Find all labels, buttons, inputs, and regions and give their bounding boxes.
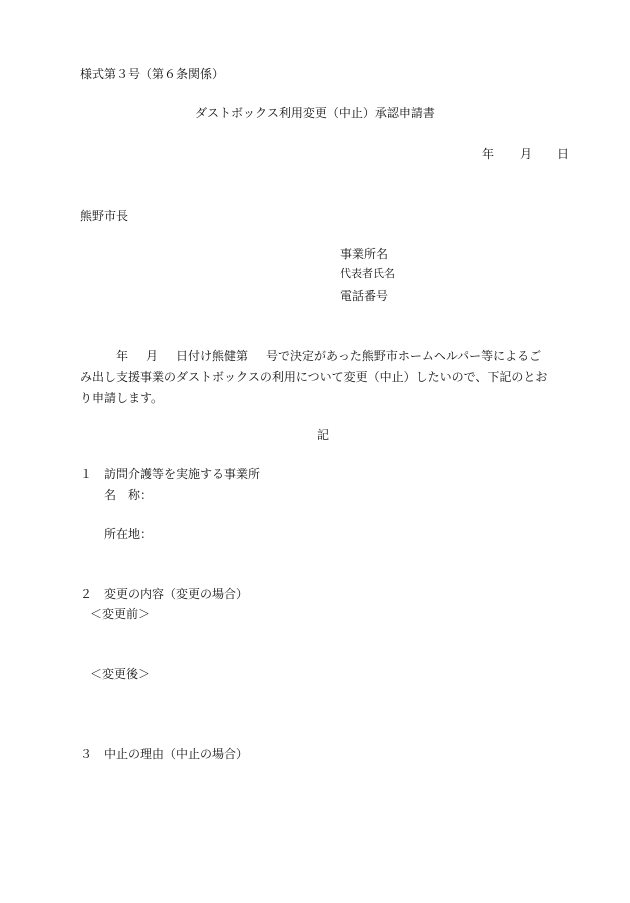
section2-before-label: ＜変更前＞ bbox=[90, 607, 151, 621]
section2-after-label: ＜変更後＞ bbox=[90, 667, 151, 681]
section3-heading: 中止の理由（中止の場合） bbox=[104, 747, 249, 761]
document-title: ダストボックス利用変更（中止）承認申請書 bbox=[195, 106, 435, 120]
ki-heading: 記 bbox=[317, 428, 330, 442]
body-text-c: ごみ出し支援事業のダストボックスの利用について変更（中止）したいので、下記のとおり申請します。 bbox=[80, 349, 548, 405]
office-name-label: 事業所名 bbox=[340, 247, 389, 261]
date-day: 日 bbox=[557, 147, 570, 161]
section1-address-label: 所在地： bbox=[104, 527, 153, 541]
date-month: 月 bbox=[520, 147, 533, 161]
body-paragraph bbox=[80, 346, 550, 409]
addressee: 熊野市長 bbox=[80, 209, 129, 223]
body-text-b: 号で決定があった熊野市ホームヘルパー等による bbox=[266, 349, 530, 363]
section2-heading: 変更の内容（変更の場合） bbox=[104, 587, 249, 601]
phone-label: 電話番号 bbox=[340, 289, 389, 303]
section2-number: ２ bbox=[80, 587, 93, 601]
date-year: 年 bbox=[482, 147, 495, 161]
body-text-a: 日付け熊健第 bbox=[176, 349, 249, 363]
body-month: 月 bbox=[146, 349, 159, 363]
section3-number: ３ bbox=[80, 747, 93, 761]
form-number: 様式第３号（第６条関係） bbox=[80, 67, 225, 81]
body-year: 年 bbox=[116, 349, 129, 363]
section1-name-label: 名 称： bbox=[104, 488, 153, 502]
section1-heading: 訪問介護等を実施する事業所 bbox=[104, 467, 261, 481]
section1-number: １ bbox=[80, 467, 93, 481]
representative-label: 代表者氏名 bbox=[340, 267, 395, 280]
